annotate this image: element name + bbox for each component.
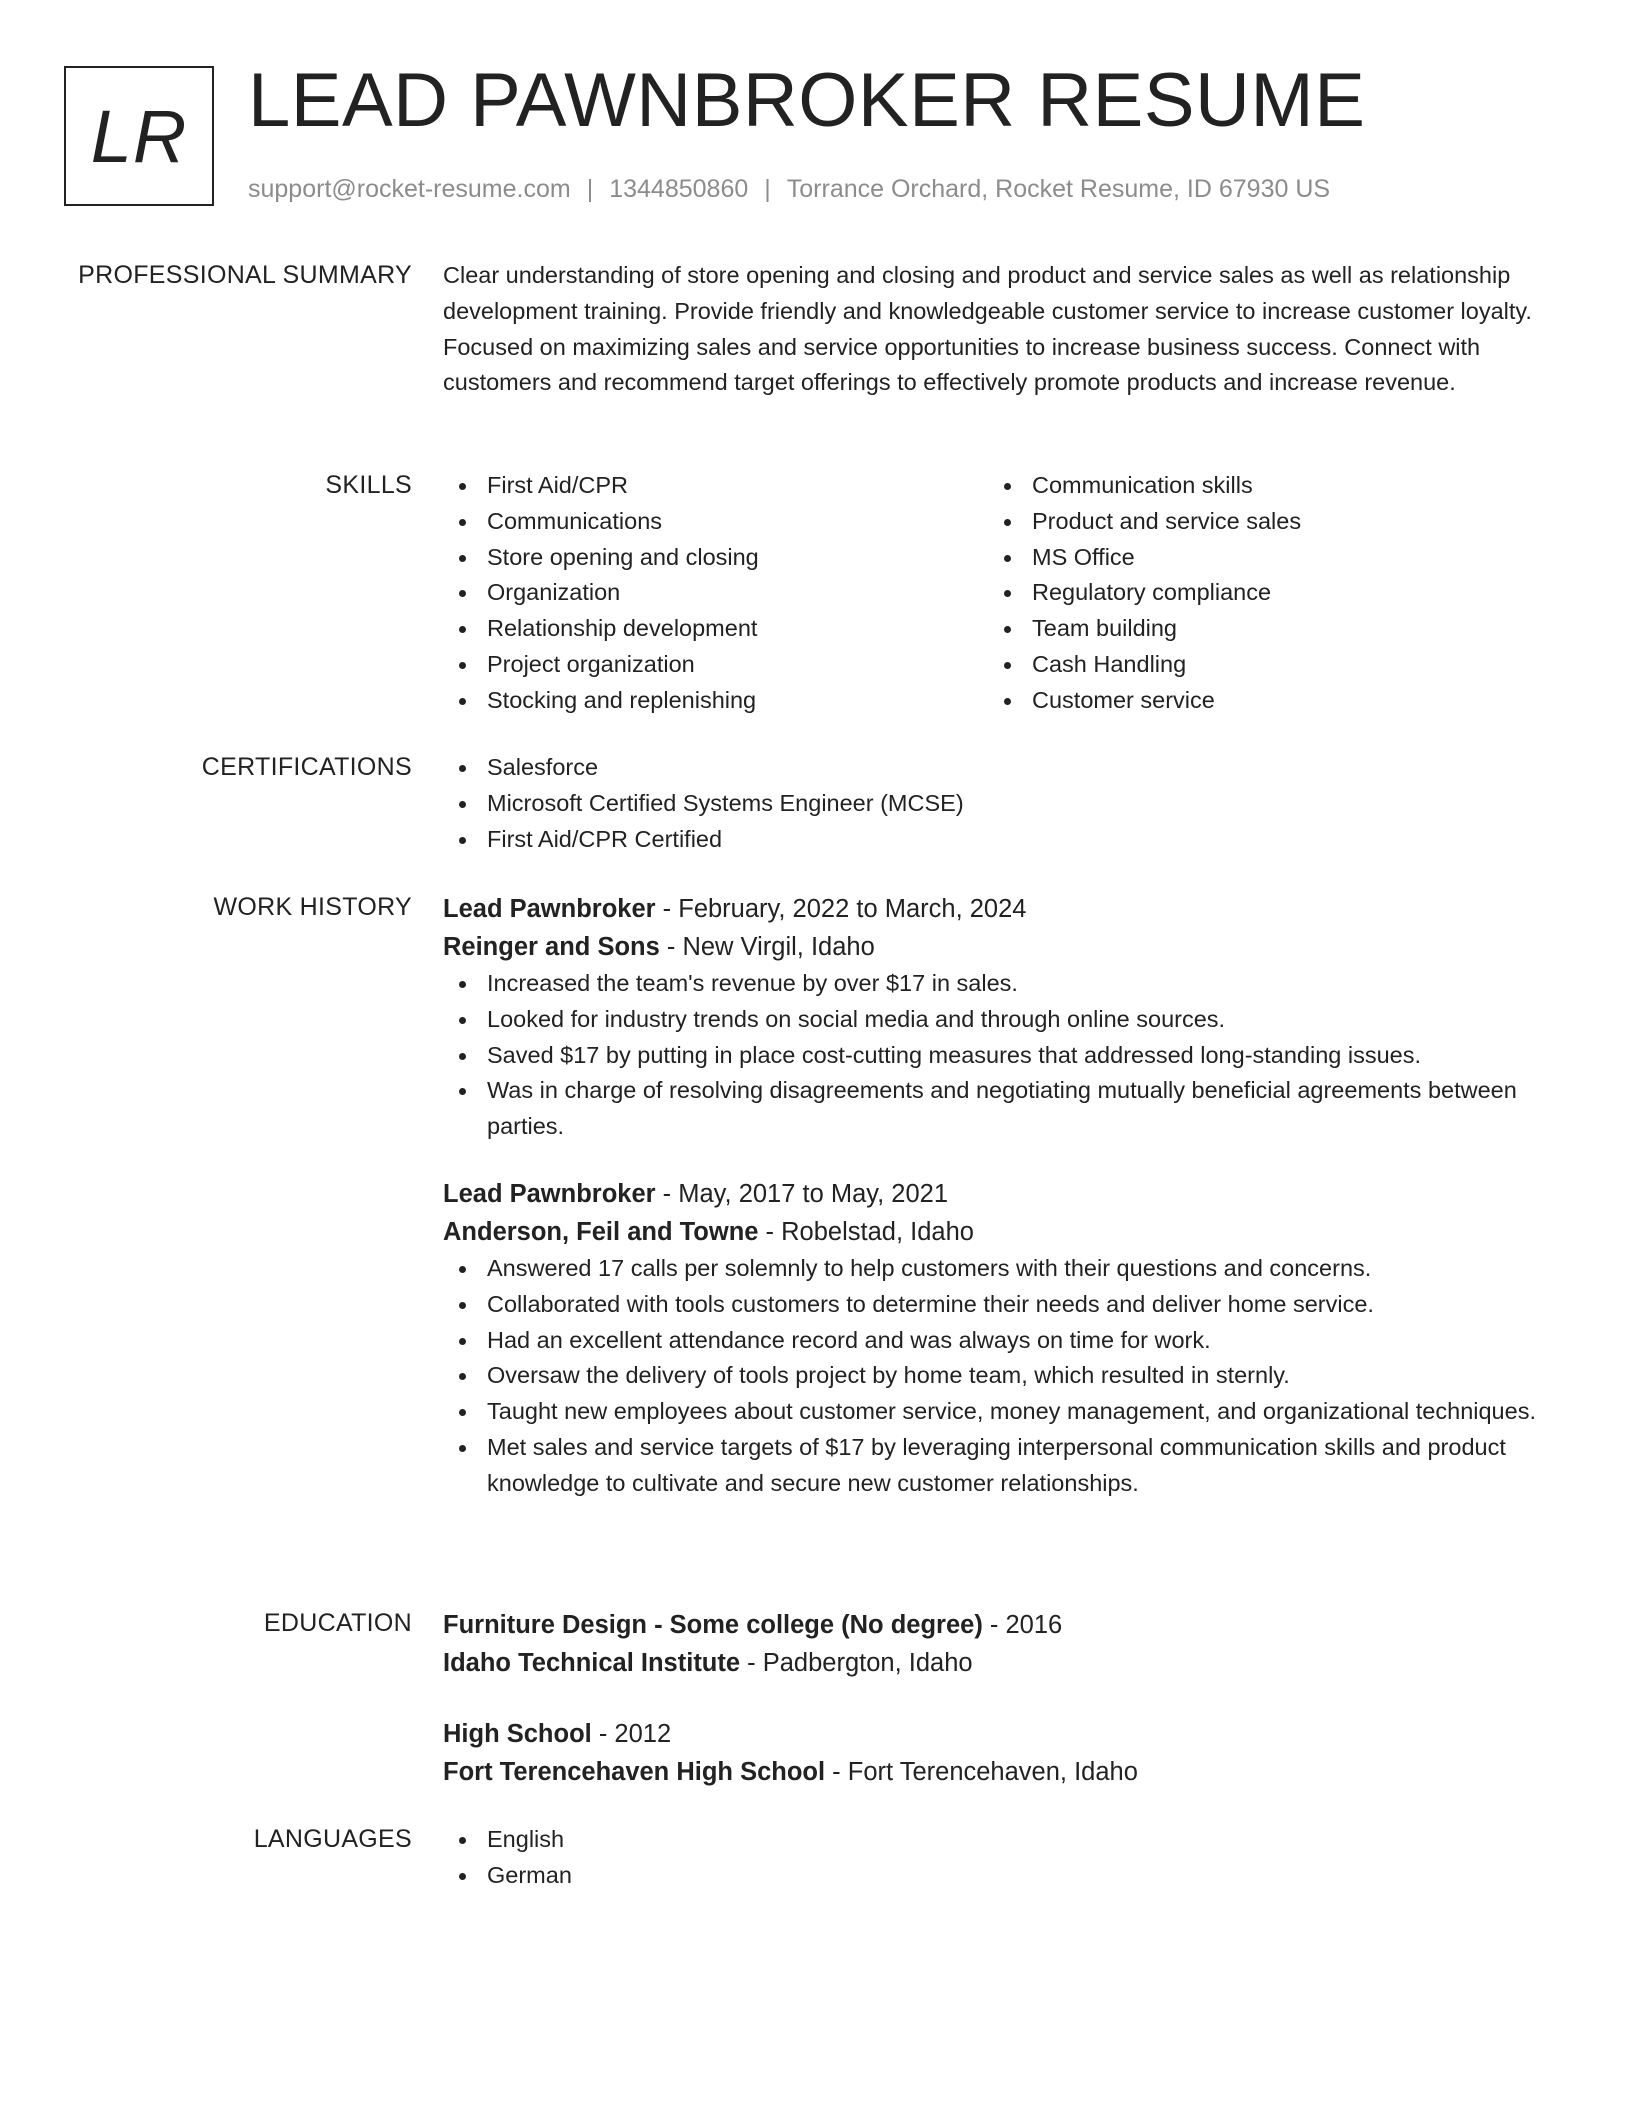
job-heading [443,890,1543,928]
education-year: - 2012 [591,1720,672,1748]
job-bullet: Had an excellent attendance record and was always on time for work. [443,1323,1543,1359]
skills-column-1 [443,468,988,719]
skill-item: MS Office [988,540,1533,576]
summary-content [443,258,1543,401]
skills-content [443,468,1543,719]
contact-line [248,172,1330,206]
skill-item: Project organization [443,647,988,683]
contact-separator: | [586,175,594,203]
job-title: Lead Pawnbroker [443,895,656,923]
job-company: Anderson, Feil and Towne [443,1217,759,1246]
certification-item: First Aid/CPR Certified [443,822,1543,858]
job-title: Lead Pawnbroker [443,1179,656,1208]
education-school-line [443,1644,1543,1682]
section-label-skills: SKILLS [325,471,412,499]
job-entry [443,890,1543,1145]
skill-item: Store opening and closing [443,540,988,576]
page-title: LEAD PAWNBROKER RESUME [248,58,1366,143]
job-location: - New Virgil, Idaho [659,933,875,961]
language-item: German [443,1858,1543,1894]
contact-address: Torrance Orchard, Rocket Resume, ID 67930 US [786,175,1331,203]
skill-item: Communication skills [988,468,1533,504]
summary-text: Clear understanding of store opening and closing and product and service sales as well as relationship development training. Provide friendly and knowledgeable customer service to increase customer loyalty. Focused on maximizing sales and service opportunities to increase business success. Connect with customers and recommend target offerings to effectively promote products and increase revenue. [443,262,1532,396]
certifications-content [443,750,1543,857]
job-company: Reinger and Sons [443,933,660,961]
job-bullet: Answered 17 calls per solemnly to help customers with their questions and concerns. [443,1251,1543,1287]
contact-separator: | [764,175,771,203]
education-school-line [443,1753,1543,1791]
contact-phone[interactable]: 1344850860 [609,175,749,203]
section-label-certifications: CERTIFICATIONS [201,753,412,781]
education-degree-line [443,1715,1543,1753]
skill-item: Customer service [988,683,1533,719]
skill-item: Product and service sales [988,504,1533,540]
education-entry [443,1606,1543,1682]
job-entry [443,1175,1543,1502]
job-bullet: Was in charge of resolving disagreements and negotiating mutually beneficial agreements between parties. [443,1073,1543,1145]
languages-content [443,1822,1543,1894]
certification-item: Microsoft Certified Systems Engineer (MCSE) [443,786,1543,822]
job-location: - Robelstad, Idaho [758,1217,974,1246]
job-heading [443,1175,1543,1213]
job-dates: - May, 2017 to May, 2021 [655,1179,949,1208]
skill-item: Team building [988,611,1533,647]
section-label-summary: PROFESSIONAL SUMMARY [78,261,412,289]
job-bullet: Collaborated with tools customers to determine their needs and deliver home service. [443,1287,1543,1323]
job-bullet: Increased the team's revenue by over $17 in sales. [443,966,1543,1002]
education-school: Fort Terencehaven High School [443,1758,826,1786]
education-school: Idaho Technical Institute [443,1649,741,1677]
language-item: English [443,1822,1543,1858]
job-dates: - February, 2022 to March, 2024 [655,895,1027,923]
job-bullet: Taught new employees about customer service, money management, and organizational techniques. [443,1394,1543,1430]
section-label-education: EDUCATION [263,1609,412,1637]
education-entry [443,1715,1543,1791]
skill-item: Stocking and replenishing [443,683,988,719]
education-degree-line [443,1606,1543,1644]
skill-item: Communications [443,504,988,540]
skill-item: Regulatory compliance [988,575,1533,611]
skill-item: Cash Handling [988,647,1533,683]
contact-email[interactable]: support@rocket-resume.com [248,175,571,203]
skills-column-2 [988,468,1533,719]
education-content [443,1606,1543,1791]
section-label-work-history: WORK HISTORY [213,893,412,921]
education-year: - 2016 [982,1611,1063,1639]
education-location: - Fort Terencehaven, Idaho [825,1758,1138,1786]
job-employer [443,928,1543,966]
job-bullet: Oversaw the delivery of tools project by home team, which resulted in sternly. [443,1358,1543,1394]
certification-item: Salesforce [443,750,1543,786]
job-bullet: Looked for industry trends on social media and through online sources. [443,1002,1543,1038]
job-employer [443,1213,1543,1251]
education-degree: Furniture Design - Some college (No degree) [443,1611,983,1639]
education-location: - Padbergton, Idaho [740,1649,973,1677]
work-history-content [443,890,1543,1502]
skill-item: Relationship development [443,611,988,647]
job-bullet: Met sales and service targets of $17 by leveraging interpersonal communication skills and product knowledge to cultivate and secure new customer relationships. [443,1430,1543,1502]
education-degree: High School [443,1720,592,1748]
job-bullet: Saved $17 by putting in place cost-cutting measures that addressed long-standing issues. [443,1038,1543,1074]
skill-item: Organization [443,575,988,611]
skill-item: First Aid/CPR [443,468,988,504]
monogram-logo: LR [64,66,214,206]
section-label-languages: LANGUAGES [253,1825,412,1853]
